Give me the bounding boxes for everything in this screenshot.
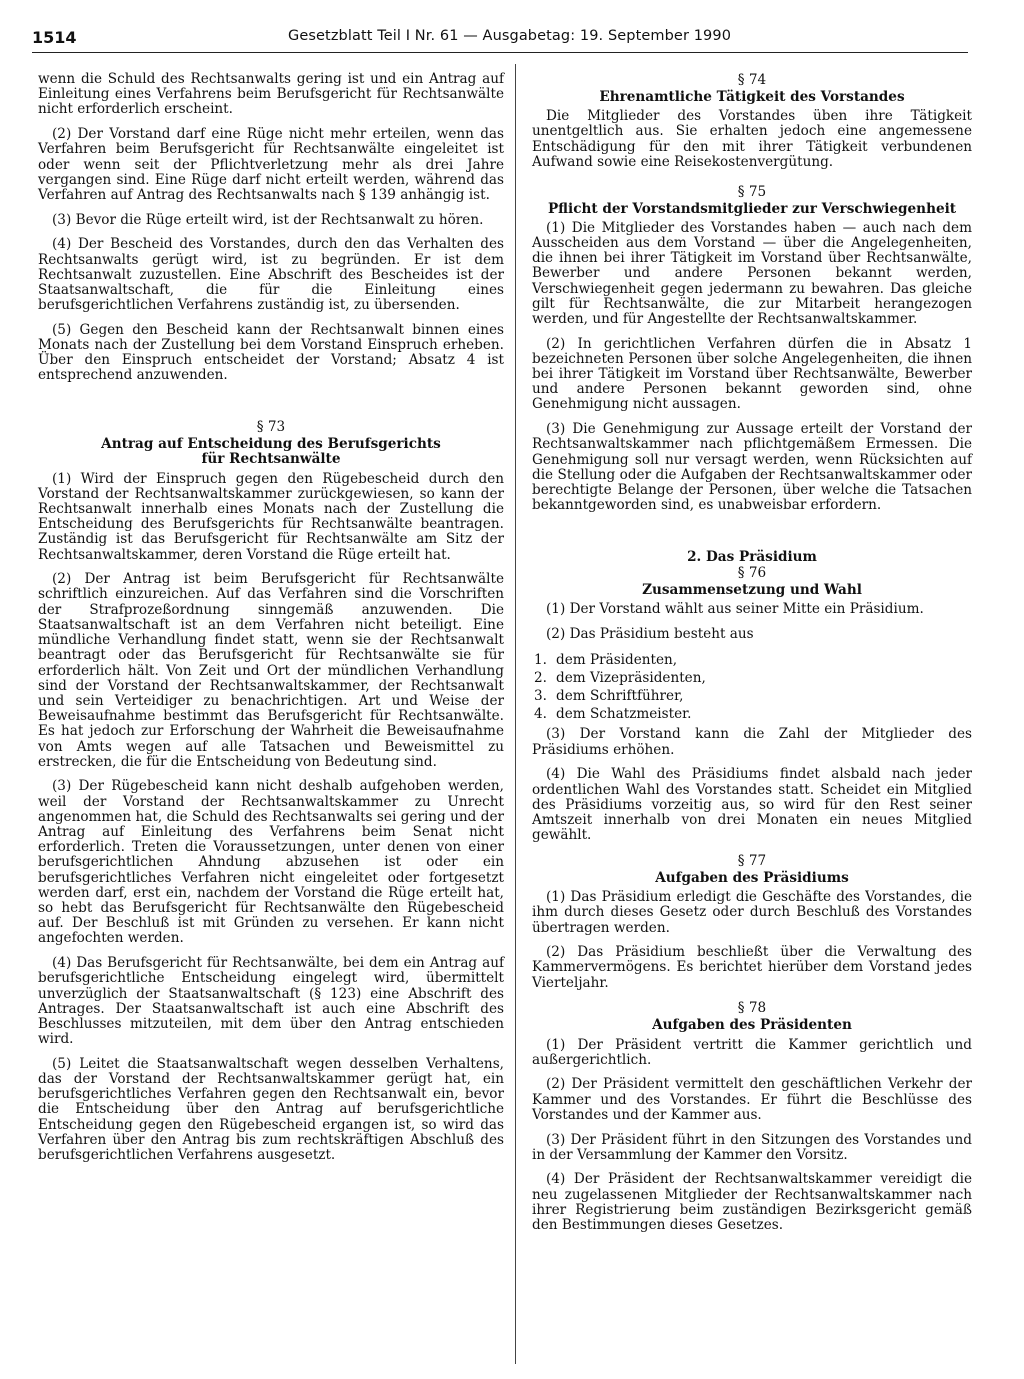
list-item: [532, 651, 972, 669]
section-number: § 73: [256, 419, 286, 436]
paragraph: (3) Der Präsident führt in den Sitzungen des Vorstandes und in der Versammlung der Kammer den Vorsitz.: [532, 1131, 972, 1163]
paragraph: (3) Bevor die Rüge erteilt wird, ist der Rechtsanwalt zu hören.: [52, 211, 484, 228]
section-number: § 74: [737, 72, 767, 88]
paragraph: (4) Das Berufsgericht für Rechtsanwälte, bei dem ein Antrag auf berufsgerichtliche Entscheidung eingelegt wird, übermittelt unverzüglich der Staatsanwaltschaft (§ 123) eine Abschrift des Antrages. Der Staatsanwaltschaft ist auch eine Abschrift des Beschlusses mitzuteilen, mit dem über den Antrag entschieden wird.: [38, 955, 504, 1048]
list-text: dem Schatzmeister.: [556, 706, 692, 723]
paragraph: (3) Der Vorstand kann die Zahl der Mitglieder des Präsidiums erhöhen.: [532, 726, 972, 758]
section-title: Zusammensetzung und Wahl: [642, 581, 862, 598]
paragraph: (5) Gegen den Bescheid kann der Rechtsanwalt binnen eines Monats nach der Zustellung bei dem Vorstand Einspruch erheben. Über den Einspruch entscheidet der Vorstand; Absatz 4 ist entsprechend anzuwenden.: [38, 321, 504, 384]
paragraph: (3) Die Genehmigung zur Aussage erteilt der Vorstand der Rechtsanwaltskammer nach pflichtgemäßem Ermessen. Die Genehmigung soll nur versagt werden, wenn Rücksichten auf die Stellung oder die Aufgaben der Rechtsanwaltskammer oder berechtigte Belange der Personen, über welche die Tatsachen bekanntgeworden sind, es unabweisbar erfordern.: [532, 421, 972, 514]
section-title: Ehrenamtliche Tätigkeit des Vorstandes: [599, 89, 905, 105]
header-title: Gesetzblatt Teil I Nr. 61 — Ausgabetag: 19. September 1990: [288, 28, 732, 44]
section-title: Pflicht der Vorstandsmitglieder zur Verschwiegenheit: [547, 200, 957, 217]
paragraph: (4) Der Bescheid des Vorstandes, durch den das Verhalten des Rechtsanwalts gerügt wird, ist zu begründen. Er ist dem Rechtsanwalt zuzustellen. Eine Abschrift des Bescheides ist der Staatsanwaltschaft, die für die Einleitung eines berufsgerichtlichen Verfahrens zuständig ist, zu übersenden.: [38, 236, 504, 314]
paragraph: (2) Der Präsident vermittelt den geschäftlichen Verkehr der Kammer und des Vorstandes. Er führt die Beschlüsse des Vorstandes und der Kammer aus.: [532, 1076, 972, 1123]
list-number: 3.: [534, 688, 547, 705]
paragraph: Die Mitglieder des Vorstandes üben ihre Tätigkeit unentgeltlich aus. Sie erhalten jedoch eine angemessene Entschädigung für den mit ihrer Tätigkeit verbundenen Aufwand sowie eine Reisekostenvergütung.: [532, 108, 972, 170]
paragraph: (2) In gerichtlichen Verfahren dürfen die in Absatz 1 bezeichneten Personen über solche Angelegenheiten, die ihnen bei ihrer Tätigkeit im Vorstand über Rechtsanwälte, Bewerber und andere Personen bekannt geworden sind, ohne Genehmigung nicht aussagen.: [532, 335, 972, 413]
list-text: dem Vizepräsidenten,: [556, 670, 706, 687]
paragraph: (2) Das Präsidium besteht aus: [546, 625, 754, 642]
section-title: [38, 437, 504, 467]
list-text: dem Präsidenten,: [556, 652, 678, 669]
paragraph: (1) Das Präsidium erledigt die Geschäfte des Vorstandes, die ihm durch dieses Gesetz oder durch Beschluß des Vorstandes übertragen werden.: [532, 889, 972, 936]
section-number: § 76: [737, 564, 767, 581]
list-item: [532, 669, 972, 687]
section-title-line: für Rechtsanwälte: [201, 451, 341, 468]
paragraph: (1) Die Mitglieder des Vorstandes haben — auch nach dem Ausscheiden aus dem Vorstand — über die Angelegenheiten, die ihnen bei ihrer Tätigkeit im Vorstand über Rechtsanwälte, Bewerber und andere Personen bekannt werden, Verschwiegenheit gegen jedermann zu bewahren. Das gleiche gilt für Rechtsanwälte, die zur Mitarbeit herangezogen werden, und für Angestellte der Rechtsanwaltskammer.: [532, 219, 972, 327]
spacer: [38, 393, 504, 419]
paragraph: (3) Der Rügebescheid kann nicht deshalb aufgehoben werden, weil der Vorstand der Rechtsanwaltskammer zu Unrecht angenommen hat, die Schuld des Rechtsanwalts sei gering und der Antrag auf Einleitung des Verfahrens beim Senat nicht erforderlich. Treten die Voraussetzungen, unter denen von einer berufsgerichtlichen Ahndung abzusehen ist oder ein berufsgerichtliches Verfahren nicht eingeleitet oder fortgesetzt werden darf, erst ein, nachdem der Vorstand die Rüge erteilt hat, so hebt das Berufsgericht für Rechtsanwälte den Rügebescheid auf. Der Beschluß ist mit Gründen zu versehen. Er kann nicht angefochten werden.: [38, 778, 504, 947]
right-column: [532, 72, 972, 1243]
paragraph: (2) Der Antrag ist beim Berufsgericht für Rechtsanwälte schriftlich einzureichen. Auf das Verfahren sind die Vorschriften der Strafprozeßordnung sinngemäß anzuwenden. Die Staatsanwaltschaft ist an dem Verfahren nicht beteiligt. Eine mündliche Verhandlung findet statt, wenn sie der Rechtsanwalt beantragt oder das Berufsgericht für Rechtsanwälte sie für erforderlich hält. Von Zeit und Ort der mündlichen Verhandlung sind der Vorstand der Rechtsanwaltskammer, der Rechtsanwalt und sein Verteidiger zu benachrichtigen. Art und Weise der Beweisaufnahme bestimmt das Berufsgericht für Rechtsanwälte. Es hat jedoch zur Erforschung der Wahrheit die Beweisaufnahme von Amts wegen auf alle Tatsachen und Beweismittel zu erstrecken, die für die Entscheidung von Bedeutung sind.: [38, 571, 504, 770]
list-item: [532, 705, 972, 723]
section-number: § 78: [737, 1000, 767, 1017]
paragraph: (2) Das Präsidium beschließt über die Verwaltung des Kammervermögens. Es berichtet hierüber dem Vorstand jedes Vierteljahr.: [532, 944, 972, 991]
paragraph: (1) Der Vorstand wählt aus seiner Mitte ein Präsidium.: [546, 601, 924, 618]
part-title: 2. Das Präsidium: [687, 548, 817, 565]
paragraph: (1) Der Präsident vertritt die Kammer gerichtlich und außergerichtlich.: [532, 1036, 972, 1068]
section-number: § 77: [737, 852, 767, 869]
spacer: [532, 523, 972, 549]
section-title: Aufgaben des Präsidiums: [655, 869, 849, 886]
paragraph: (4) Die Wahl des Präsidiums findet alsbald nach jeder ordentlichen Wahl des Vorstandes statt. Scheidet ein Mitglied des Präsidiums vorzeitig aus, so wird für den Rest seiner Amtszeit innerhalb von drei Monaten ein neues Mitglied gewählt.: [532, 766, 972, 844]
section-title: Aufgaben des Präsidenten: [652, 1017, 852, 1034]
section-title-line: Antrag auf Entscheidung des Berufsgerichts: [101, 436, 441, 453]
page-header: [32, 26, 968, 53]
page-number: 1514: [32, 28, 77, 47]
paragraph: (4) Der Präsident der Rechtsanwaltskammer vereidigt die neu zugelassenen Mitglieder der Rechtsanwaltskammer nach ihrer Registrierung beim zuständigen Bezirksgericht gemäß den Bestimmungen dieses Gesetzes.: [532, 1171, 972, 1234]
list-item: [532, 687, 972, 705]
section-number: § 75: [737, 183, 767, 200]
list-number: 1.: [534, 652, 547, 669]
paragraph: (1) Wird der Einspruch gegen den Rügebescheid durch den Vorstand der Rechtsanwaltskammer zurückgewiesen, so kann der Rechtsanwalt innerhalb eines Monats nach der Zustellung die Entscheidung des Berufsgerichts für Rechtsanwälte beantragen. Zuständig ist das Berufsgericht für Rechtsanwälte am Sitz der Rechtsanwaltskammer, deren Vorstand die Rüge erteilt hat.: [38, 470, 504, 563]
list-number: 4.: [534, 706, 547, 723]
list-number: 2.: [534, 670, 547, 687]
column-divider: [515, 64, 516, 1364]
list-text: dem Schriftführer,: [556, 688, 684, 705]
paragraph: (5) Leitet die Staatsanwaltschaft wegen desselben Verhaltens, das der Vorstand der Rechtsanwaltskammer gerügt hat, ein berufsgerichtliches Verfahren gegen den Rechtsanwalt ein, bevor die Entscheidung über den Antrag auf berufsgerichtliche Entscheidung gegen den Rügebescheid ergangen ist, so wird das Verfahren über den Antrag bis zum rechtskräftigen Abschluß des berufsgerichtlichen Verfahrens ausgesetzt.: [38, 1055, 504, 1164]
paragraph: wenn die Schuld des Rechtsanwalts gering ist und ein Antrag auf Einleitung eines Verfahrens beim Berufsgericht für Rechtsanwälte nicht erforderlich erscheint.: [38, 71, 504, 118]
paragraph: (2) Der Vorstand darf eine Rüge nicht mehr erteilen, wenn das Verfahren beim Berufsgericht für Rechtsanwälte eingeleitet ist oder wenn seit der Pflichtverletzung mehr als drei Jahre vergangen sind. Eine Rüge darf nicht erteilt werden, während das Verfahren auf Antrag des Rechtsanwalts nach § 139 anhängig ist.: [38, 126, 504, 203]
left-column: [38, 72, 504, 1173]
